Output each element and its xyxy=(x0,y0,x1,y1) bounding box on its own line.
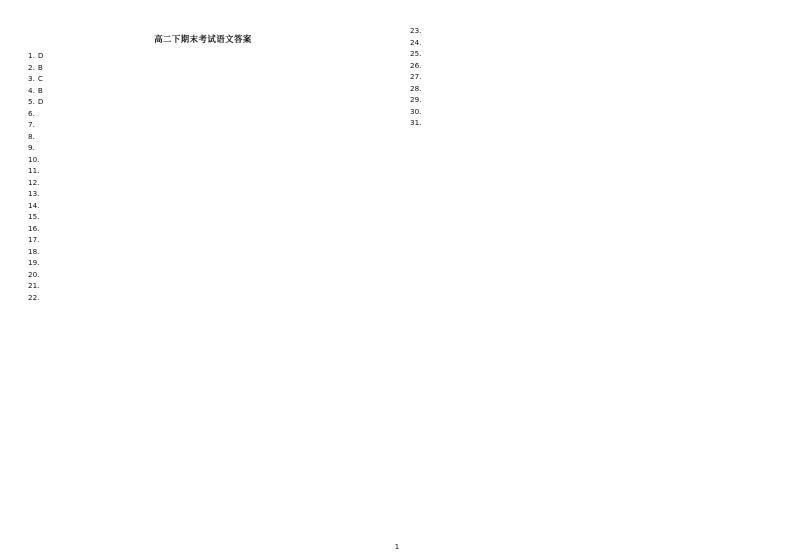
answer-item xyxy=(28,258,378,268)
answer-number: 30. xyxy=(410,106,422,116)
answer-item xyxy=(28,166,378,176)
answer-number: 4. xyxy=(28,85,35,95)
answer-choice: D xyxy=(37,51,44,61)
answer-item xyxy=(410,49,766,59)
answer-number: 15. xyxy=(28,212,40,222)
answer-item xyxy=(28,51,378,61)
answer-choice: D xyxy=(37,97,44,107)
left-column xyxy=(28,26,378,304)
answer-number: 17. xyxy=(28,235,40,245)
answer-item xyxy=(28,143,378,153)
answer-item xyxy=(410,26,766,36)
answer-number: 21. xyxy=(28,281,40,291)
answer-item xyxy=(28,201,378,211)
answer-item xyxy=(410,72,766,82)
answer-number: 25. xyxy=(410,49,422,58)
answer-item xyxy=(28,86,378,96)
answer-number: 16. xyxy=(28,223,40,233)
right-column xyxy=(410,26,766,130)
answer-number: 7. xyxy=(28,120,35,130)
answer-list-right xyxy=(410,26,766,128)
answer-item xyxy=(28,120,378,130)
answer-item xyxy=(28,74,378,84)
answer-number: 11. xyxy=(28,166,40,176)
answer-number: 2. xyxy=(28,62,35,72)
answer-item xyxy=(410,38,766,48)
answer-item xyxy=(28,63,378,73)
answer-number: 20. xyxy=(28,269,40,279)
answer-item xyxy=(28,235,378,245)
answer-number: 13. xyxy=(28,189,40,199)
answer-number: 6. xyxy=(28,108,35,118)
document-title: 高二下期末考试语文答案 xyxy=(154,34,252,44)
answer-item xyxy=(28,247,378,257)
answer-item xyxy=(28,132,378,142)
answer-item xyxy=(28,155,378,165)
answer-number: 27. xyxy=(410,72,422,81)
answer-item xyxy=(410,84,766,94)
answer-choice: B xyxy=(37,62,43,72)
answer-number: 24. xyxy=(410,37,422,47)
answer-choice: C xyxy=(37,74,43,84)
answer-item xyxy=(28,270,378,280)
answer-item xyxy=(28,178,378,188)
answer-number: 29. xyxy=(410,95,422,104)
answer-number: 14. xyxy=(28,200,40,210)
answer-number: 3. xyxy=(28,74,35,84)
answer-item xyxy=(28,224,378,234)
answer-number: 12. xyxy=(28,177,40,187)
answer-item xyxy=(410,107,766,117)
answer-number: 5. xyxy=(28,97,35,107)
answer-item xyxy=(28,212,378,222)
answer-number: 22. xyxy=(28,292,40,302)
answer-item xyxy=(28,189,378,199)
answer-list-left xyxy=(28,51,378,302)
answer-item xyxy=(28,293,378,303)
answer-number: 19. xyxy=(28,258,40,268)
answer-item xyxy=(410,95,766,105)
answer-number: 9. xyxy=(28,143,35,153)
answer-item xyxy=(410,118,766,128)
answer-number: 8. xyxy=(28,131,35,141)
answer-item xyxy=(28,97,378,107)
answer-number: 18. xyxy=(28,246,40,256)
answer-number: 23. xyxy=(410,26,422,35)
answer-item xyxy=(28,109,378,119)
page-number: 1 xyxy=(394,542,400,551)
answer-number: 10. xyxy=(28,154,40,164)
answer-number: 28. xyxy=(410,83,422,93)
answer-number: 1. xyxy=(28,51,35,61)
answer-number: 26. xyxy=(410,60,422,70)
answer-item xyxy=(410,61,766,71)
answer-number: 31. xyxy=(410,118,422,127)
answer-choice: B xyxy=(37,85,43,95)
answer-item xyxy=(28,281,378,291)
